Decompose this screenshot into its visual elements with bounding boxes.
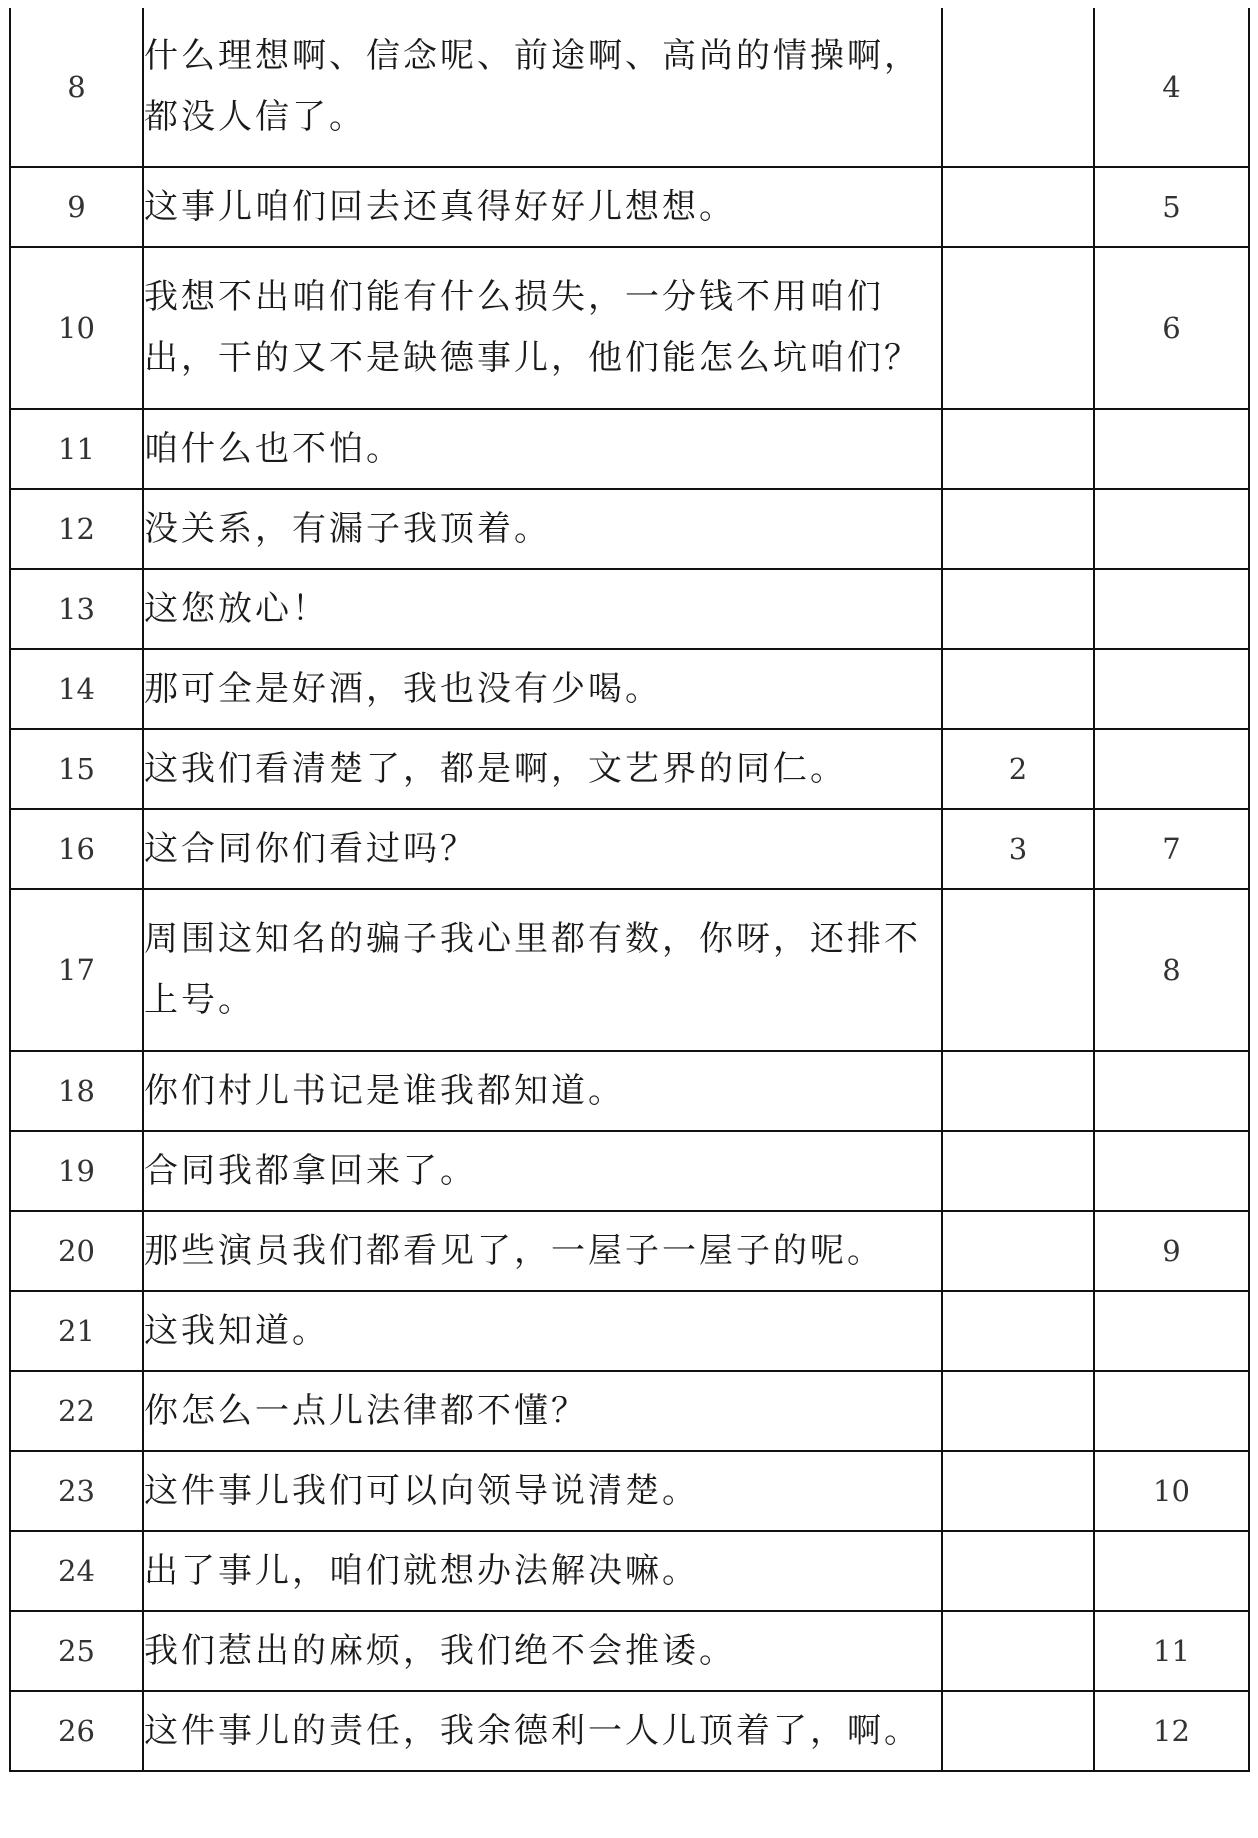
column-a-value: 2 xyxy=(942,729,1094,809)
table-row xyxy=(10,167,1249,247)
row-text: 咱什么也不怕。 xyxy=(143,409,942,489)
column-b-value: 10 xyxy=(1094,1451,1249,1531)
row-number: 26 xyxy=(10,1691,143,1771)
row-number: 20 xyxy=(10,1211,143,1291)
column-b-value: 6 xyxy=(1094,247,1249,409)
column-b-value xyxy=(1094,729,1249,809)
column-a-value xyxy=(942,1211,1094,1291)
column-b-value xyxy=(1094,569,1249,649)
row-number: 25 xyxy=(10,1611,143,1691)
column-b-value xyxy=(1094,1131,1249,1211)
column-a-value xyxy=(942,1451,1094,1531)
row-text: 这件事儿我们可以向领导说清楚。 xyxy=(143,1451,942,1531)
row-text: 这事儿咱们回去还真得好好儿想想。 xyxy=(143,167,942,247)
column-b-value: 9 xyxy=(1094,1211,1249,1291)
row-text: 什么理想啊、信念呢、前途啊、高尚的情操啊，都没人信了。 xyxy=(143,8,942,167)
row-text: 周围这知名的骗子我心里都有数，你呀，还排不上号。 xyxy=(143,889,942,1051)
column-b-value: 8 xyxy=(1094,889,1249,1051)
column-a-value xyxy=(942,649,1094,729)
column-a-value xyxy=(942,1691,1094,1771)
column-a-value xyxy=(942,1051,1094,1131)
table-row xyxy=(10,409,1249,489)
column-a-value xyxy=(942,569,1094,649)
table-row xyxy=(10,1531,1249,1611)
table-row xyxy=(10,489,1249,569)
table-row xyxy=(10,247,1249,409)
row-text: 这您放心！ xyxy=(143,569,942,649)
table-row xyxy=(10,1291,1249,1371)
row-number: 8 xyxy=(10,8,143,167)
dialogue-table xyxy=(9,8,1250,1772)
column-b-value xyxy=(1094,1291,1249,1371)
table-row xyxy=(10,809,1249,889)
table-row xyxy=(10,1611,1249,1691)
row-text: 我想不出咱们能有什么损失，一分钱不用咱们出，干的又不是缺德事儿，他们能怎么坑咱们？ xyxy=(143,247,942,409)
table-row xyxy=(10,1691,1249,1771)
row-number: 9 xyxy=(10,167,143,247)
row-number: 17 xyxy=(10,889,143,1051)
row-number: 14 xyxy=(10,649,143,729)
column-b-value xyxy=(1094,409,1249,489)
row-text: 这我们看清楚了，都是啊，文艺界的同仁。 xyxy=(143,729,942,809)
row-number: 11 xyxy=(10,409,143,489)
row-text: 这件事儿的责任，我余德利一人儿顶着了，啊。 xyxy=(143,1691,942,1771)
column-b-value: 5 xyxy=(1094,167,1249,247)
row-text: 合同我都拿回来了。 xyxy=(143,1131,942,1211)
table-row xyxy=(10,1371,1249,1451)
column-b-value: 11 xyxy=(1094,1611,1249,1691)
table-row xyxy=(10,1211,1249,1291)
column-b-value xyxy=(1094,1371,1249,1451)
row-text: 那可全是好酒，我也没有少喝。 xyxy=(143,649,942,729)
column-b-value: 7 xyxy=(1094,809,1249,889)
row-number: 21 xyxy=(10,1291,143,1371)
column-a-value xyxy=(942,1611,1094,1691)
column-b-value: 4 xyxy=(1094,8,1249,167)
column-a-value xyxy=(942,1131,1094,1211)
row-number: 15 xyxy=(10,729,143,809)
column-a-value xyxy=(942,8,1094,167)
table-row xyxy=(10,729,1249,809)
column-a-value: 3 xyxy=(942,809,1094,889)
row-number: 22 xyxy=(10,1371,143,1451)
document-page xyxy=(9,8,1248,1772)
table-row xyxy=(10,569,1249,649)
column-b-value xyxy=(1094,489,1249,569)
column-a-value xyxy=(942,247,1094,409)
row-number: 19 xyxy=(10,1131,143,1211)
row-text: 这合同你们看过吗？ xyxy=(143,809,942,889)
row-text: 我们惹出的麻烦，我们绝不会推诿。 xyxy=(143,1611,942,1691)
column-b-value xyxy=(1094,1531,1249,1611)
row-number: 12 xyxy=(10,489,143,569)
row-number: 13 xyxy=(10,569,143,649)
row-number: 23 xyxy=(10,1451,143,1531)
column-a-value xyxy=(942,889,1094,1051)
row-number: 18 xyxy=(10,1051,143,1131)
row-text: 那些演员我们都看见了，一屋子一屋子的呢。 xyxy=(143,1211,942,1291)
column-a-value xyxy=(942,489,1094,569)
column-b-value xyxy=(1094,1051,1249,1131)
row-number: 16 xyxy=(10,809,143,889)
row-text: 没关系，有漏子我顶着。 xyxy=(143,489,942,569)
row-text: 你们村儿书记是谁我都知道。 xyxy=(143,1051,942,1131)
column-a-value xyxy=(942,1531,1094,1611)
column-a-value xyxy=(942,409,1094,489)
column-a-value xyxy=(942,167,1094,247)
row-text: 出了事儿，咱们就想办法解决嘛。 xyxy=(143,1531,942,1611)
column-a-value xyxy=(942,1371,1094,1451)
table-row xyxy=(10,1131,1249,1211)
row-number: 10 xyxy=(10,247,143,409)
column-b-value xyxy=(1094,649,1249,729)
row-text: 这我知道。 xyxy=(143,1291,942,1371)
table-row xyxy=(10,889,1249,1051)
row-number: 24 xyxy=(10,1531,143,1611)
column-b-value: 12 xyxy=(1094,1691,1249,1771)
row-text: 你怎么一点儿法律都不懂？ xyxy=(143,1371,942,1451)
table-row xyxy=(10,1051,1249,1131)
table-row xyxy=(10,649,1249,729)
column-a-value xyxy=(942,1291,1094,1371)
table-row xyxy=(10,1451,1249,1531)
table-row xyxy=(10,8,1249,167)
